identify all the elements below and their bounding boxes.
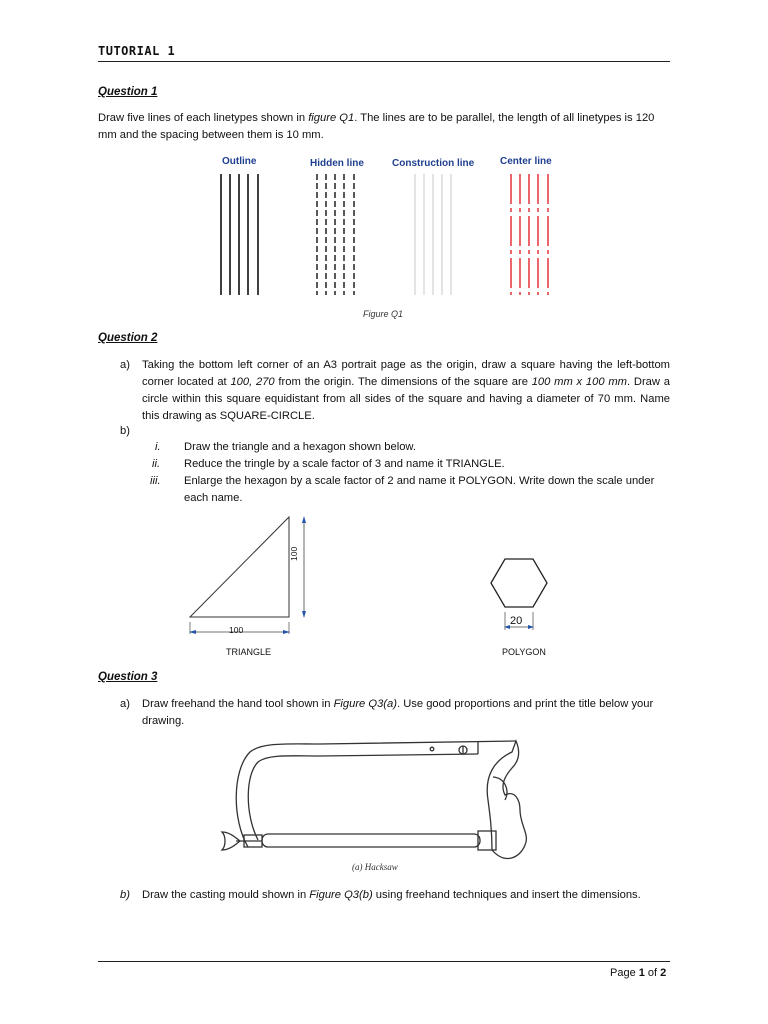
triangle-shape <box>190 517 289 617</box>
hacksaw-handle <box>487 741 526 858</box>
center-lines <box>511 174 548 295</box>
q1-figure-ref: figure Q1 <box>308 112 355 124</box>
triangle-dim-vertical: 100 <box>289 546 299 561</box>
q2-a-text-part: from the origin. The dimensions of the square are <box>274 376 532 388</box>
q3-a-text <box>142 696 670 730</box>
q3-b-text <box>142 887 670 904</box>
label-center-line: Center line <box>500 156 552 167</box>
question-2-heading: Question 2 <box>98 332 158 344</box>
q3-b-figure-ref: Figure Q3(b) <box>309 889 373 901</box>
q3-a-text-part: . Use good proportions and print the title below your drawing. <box>142 698 654 727</box>
page-total: 2 <box>660 967 667 979</box>
hacksaw-figure <box>222 741 526 858</box>
label-hidden-line: Hidden line <box>310 158 364 169</box>
q2-b-item-text: Draw the triangle and a hexagon shown below. <box>184 441 416 453</box>
triangle-dim-horizontal: 100 <box>229 625 244 635</box>
q2-b-item-num: i. <box>155 441 161 453</box>
label-construction-line: Construction line <box>392 158 475 169</box>
footer-rule <box>98 961 670 962</box>
hidden-lines <box>317 174 354 295</box>
q3-a-text-part: Draw freehand the hand tool shown in <box>142 698 334 710</box>
polygon-label: POLYGON <box>502 647 546 657</box>
q2-a-label: a) <box>120 359 130 371</box>
page-number-part: of <box>644 967 661 979</box>
q3-b-label: b) <box>120 889 130 901</box>
construction-lines <box>415 174 451 295</box>
q3-a-label: a) <box>120 698 130 710</box>
q3-a-figure-ref: Figure Q3(a) <box>333 698 397 710</box>
question-1-heading: Question 1 <box>98 86 158 98</box>
hacksaw-pin <box>430 747 434 751</box>
hacksaw-caption: (a) Hacksaw <box>352 862 398 872</box>
q1-text-part: . The lines are to be parallel, the length of all linetypes is 120 mm and the spacing between them is 10 mm. <box>98 112 655 141</box>
label-outline: Outline <box>222 156 257 167</box>
hacksaw-blade <box>262 834 480 847</box>
q2-a-text-part: Taking the bottom left corner of an A3 portrait page as the origin, draw a square having the left-bottom corner located at <box>142 359 670 388</box>
q2-b-item-num: ii. <box>152 458 161 470</box>
hexagon-dim: 20 <box>510 615 523 627</box>
figure-q1-caption: Figure Q1 <box>363 309 404 319</box>
q2-b-item-text: Enlarge the hexagon by a scale factor of 2 and name it POLYGON. Write down the scale under each name. <box>184 475 655 504</box>
page-number <box>610 965 666 982</box>
triangle-label: TRIANGLE <box>226 647 272 657</box>
dim-arrow <box>302 611 306 618</box>
outline-lines <box>221 174 258 295</box>
q3-b-text-part: using freehand techniques and insert the dimensions. <box>372 889 641 901</box>
q2-b-item-num: iii. <box>150 475 161 487</box>
q2-a-text <box>142 357 670 425</box>
q2-a-dimensions: 100 mm x 100 mm <box>531 376 627 388</box>
page-number-part: Page <box>610 967 639 979</box>
triangle-figure <box>189 516 306 634</box>
hacksaw-blade-clamp <box>478 831 496 850</box>
dim-arrow <box>302 516 306 523</box>
question-3-heading: Question 3 <box>98 671 158 683</box>
q1-text-part: Draw five lines of each linetypes shown in <box>98 112 309 124</box>
q2-b-label: b) <box>120 425 130 437</box>
hacksaw-frame-inner <box>248 754 478 840</box>
q2-a-coords: 100, 270 <box>230 376 275 388</box>
q3-b-text-part: Draw the casting mould shown in <box>142 889 310 901</box>
page-header-title: TUTORIAL 1 <box>98 44 176 58</box>
q2-a-text-part: . Draw a circle within this square equidistant from all sides of the square and having a diameter of 70 mm. Name this drawing as SQUARE-CIRCLE. <box>142 376 670 422</box>
hexagon-shape <box>491 559 547 607</box>
q2-b-item-text: Reduce the tringle by a scale factor of 3 and name it TRIANGLE. <box>184 458 505 470</box>
page-current: 1 <box>638 967 645 979</box>
